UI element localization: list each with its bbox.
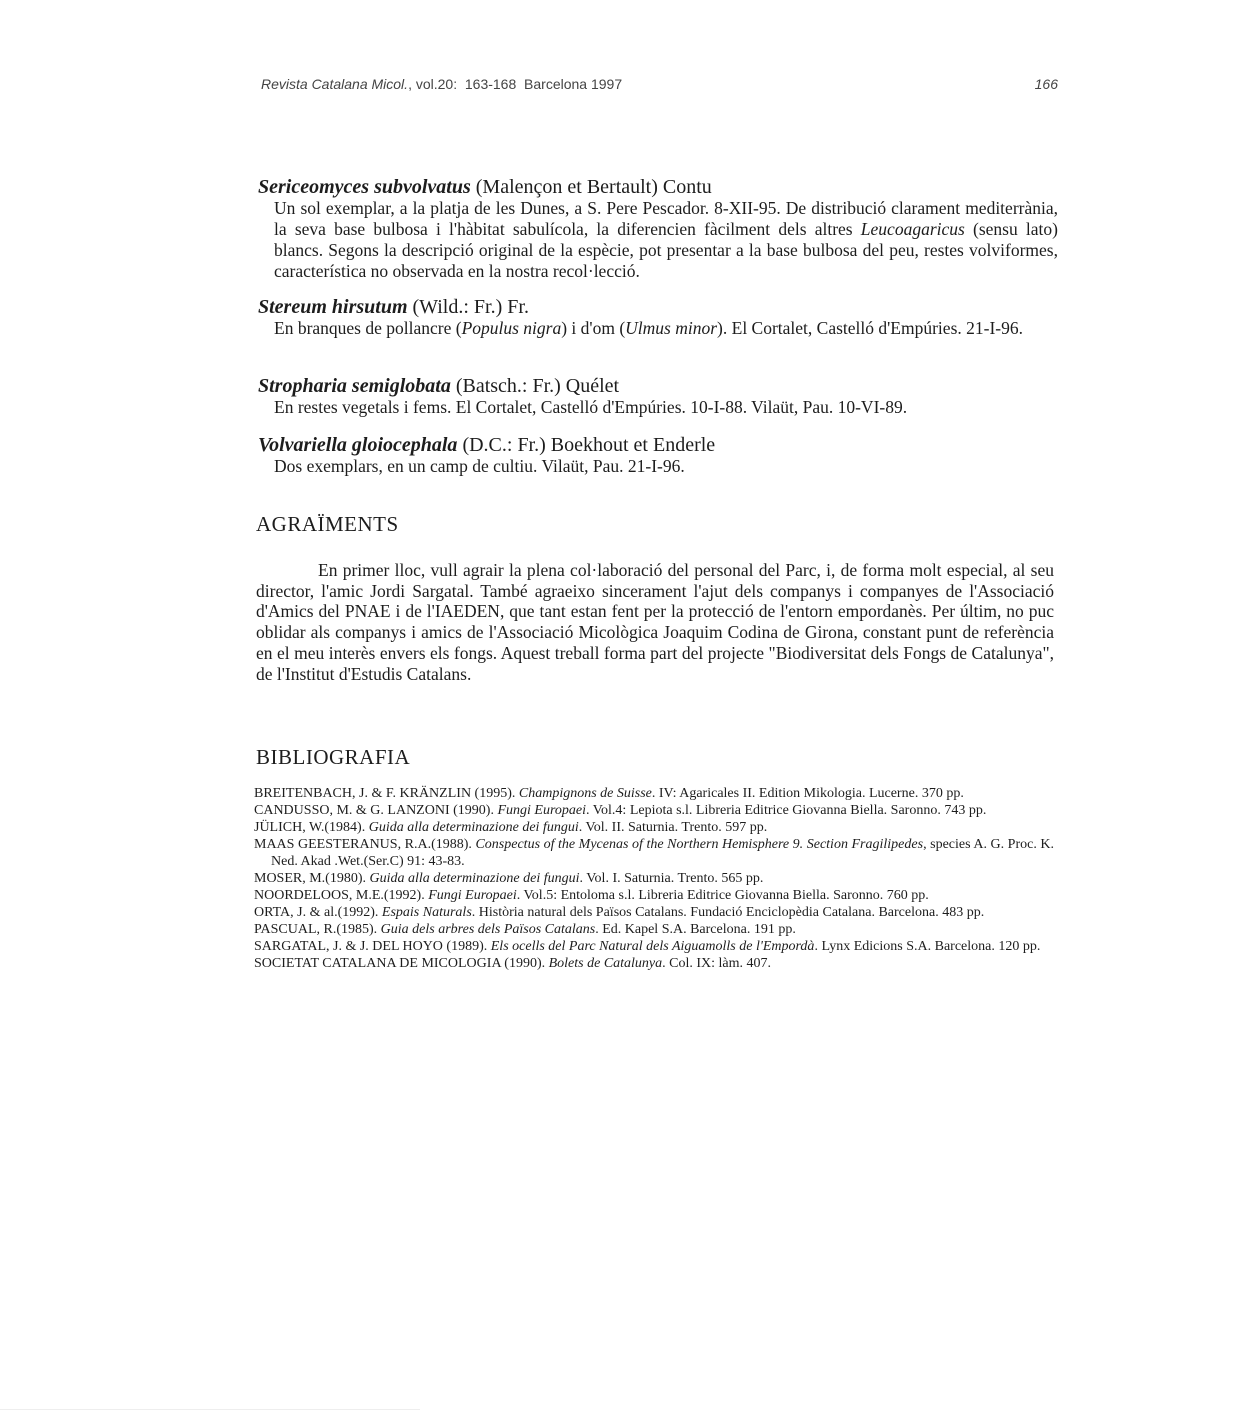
desc-taxon: Ulmus minor (625, 318, 718, 338)
species-entry (258, 434, 1058, 477)
reference-item: SOCIETAT CATALANA DE MICOLOGIA (1990). Bolets de Catalunya. Col. IX: làm. 407. (254, 955, 772, 971)
reference-item: MOSER, M.(1980). Guida alla determinazione dei fungui. Vol. I. Saturnia. Trento. 565 pp. (254, 870, 764, 886)
desc-taxon: Leucoagaricus (860, 219, 965, 239)
reference-title: Conspectus of the Mycenas of the Northern Hemisphere 9. Section Fragilipedes (475, 837, 924, 852)
species-description (274, 456, 1058, 477)
species-name: Sericeomyces subvolvatus (258, 176, 471, 198)
reference-item: NOORDELOOS, M.E.(1992). Fungi Europaei. Vol.5: Entoloma s.l. Libreria Editrice Giovanna Biella. Saronno. 760 pp. (254, 887, 929, 903)
reference-item: ORTA, J. & al.(1992). Espais Naturals. Història natural dels Països Catalans. Fundació Enciclopèdia Catalana. Barcelona. 483 pp. (254, 904, 985, 920)
species-entry (258, 296, 1058, 339)
journal-volume: vol.20: (415, 76, 458, 92)
reference-title: Guia dels arbres dels Països Catalans (380, 921, 596, 937)
reference-item: JÜLICH, W.(1984). Guida alla determinazione dei fungui. Vol. II. Saturnia. Trento. 597 pp. (254, 820, 768, 835)
running-header: Revista Catalana Micol., vol.20: 163-168 Barcelona 1997 166 (261, 76, 1058, 92)
species-description (274, 198, 1058, 282)
species-authority: (Wild.: Fr.) Fr. (412, 296, 529, 318)
desc-text: (sensu lato) blancs. Segons la descripció original de la espècie, pot presentar a la base bulbosa del peu, restes volviformes, característica no observada en la nostra recol·lecció. (274, 219, 1058, 281)
species-authority: (Batsch.: Fr.) Quélet (455, 375, 620, 397)
species-name: Stropharia semiglobata (258, 375, 451, 397)
bibliography-title: BIBLIOGRAFIA (256, 745, 411, 769)
acknowledgements-text: En primer lloc, vull agrair la plena col·laboració del personal del Parc, i, de forma molt especial, al seu director, l'amic Jordi Sargatal. També agraeixo sincerament l'ajut dels companys i companyes de l'Associació d'Amics del PNAE i de l'IAEDEN, que tant estan fent per la protecció de l'entorn empordanès. Per últim, no puc oblidar als companys i amics de l'Associació Micològica Joaquim Codina de Girona, constant punt de referència en el meu interès envers els fongs. Aquest treball forma part del projecte "Biodiversitat dels Fongs de Catalunya", de l'Institut d'Estudis Catalans. (256, 560, 1054, 684)
journal-city-year: Barcelona 1997 (524, 76, 623, 92)
desc-text: Un sol exemplar, a la platja de les Dunes, a S. Pere Pescador. 8-XII-95. De distribució clarament mediterrània, la seva base bulbosa i l'hàbitat sabulícola, la diferencien fàcilment dels altres (274, 198, 1058, 239)
desc-taxon: Populus nigra (461, 318, 562, 338)
desc-text: En branques de pollancre ( (274, 318, 462, 338)
page-number: 166 (1034, 76, 1058, 92)
reference-item: CANDUSSO, M. & G. LANZONI (1990). Fungi Europaei. Vol.4: Lepiota s.l. Libreria Editrice Giovanna Biella. Saronno. 743 pp. (254, 803, 987, 818)
reference-title: Fungi Europaei (497, 803, 586, 818)
journal-pages: 163-168 (464, 76, 517, 92)
species-heading (258, 176, 1058, 198)
species-name: Stereum hirsutum (258, 296, 408, 318)
species-authority: (D.C.: Fr.) Boekhout et Enderle (462, 434, 716, 456)
desc-text: ) i d'om ( (561, 318, 626, 338)
bibliography-list (254, 786, 1054, 973)
reference-item: PASCUAL, R.(1985). Guia dels arbres dels Països Catalans. Ed. Kapel S.A. Barcelona. 191 pp. (254, 921, 796, 937)
reference-title: Fungi Europaei (428, 887, 517, 903)
reference-title: Guida alla determinazione dei fungui (368, 820, 579, 835)
acknowledgements-title: AGRAÏMENTS (256, 512, 399, 536)
species-heading (258, 296, 1058, 318)
species-authority: (Malençon et Bertault) Contu (475, 176, 712, 198)
species-description (274, 318, 1058, 339)
scan-edge-line (0, 1409, 420, 1410)
species-description (274, 397, 1058, 418)
reference-title: Bolets de Catalunya (548, 955, 663, 971)
reference-title: Champignons de Suisse (518, 786, 652, 801)
species-entry (258, 176, 1058, 282)
desc-text: ). El Cortalet, Castelló d'Empúries. 21-I-96. (717, 318, 1023, 338)
species-name: Volvariella gloiocephala (258, 434, 458, 456)
journal-name: Revista Catalana Micol. (261, 76, 409, 92)
reference-title: Guida alla determinazione dei fungui (369, 870, 580, 886)
reference-item: BREITENBACH, J. & F. KRÄNZLIN (1995). Champignons de Suisse. IV: Agaricales II. Edition Mikologia. Lucerne. 370 pp. (254, 786, 964, 801)
reference-title: Els ocells del Parc Natural dels Aiguamolls de l'Empordà (490, 938, 815, 954)
species-entry (258, 375, 1058, 418)
reference-item: SARGATAL, J. & J. DEL HOYO (1989). Els ocells del Parc Natural dels Aiguamolls de l'Empordà. Lynx Edicions S.A. Barcelona. 120 pp. (254, 938, 1041, 954)
desc-text: Dos exemplars, en un camp de cultiu. Vilaüt, Pau. 21-I-96. (274, 456, 685, 476)
species-heading (258, 375, 1058, 397)
desc-text: En restes vegetals i fems. El Cortalet, Castelló d'Empúries. 10-I-88. Vilaüt, Pau. 10-VI-89. (274, 397, 908, 417)
reference-title: Espais Naturals (381, 904, 472, 920)
reference-item: MAAS GEESTERANUS, R.A.(1988). Conspectus of the Mycenas of the Northern Hemisphere 9. Section Fragilipedes, species A. G. Proc. K. Ned. Akad .Wet.(Ser.C) 91: 43-83. (254, 837, 1054, 869)
species-heading (258, 434, 1058, 456)
